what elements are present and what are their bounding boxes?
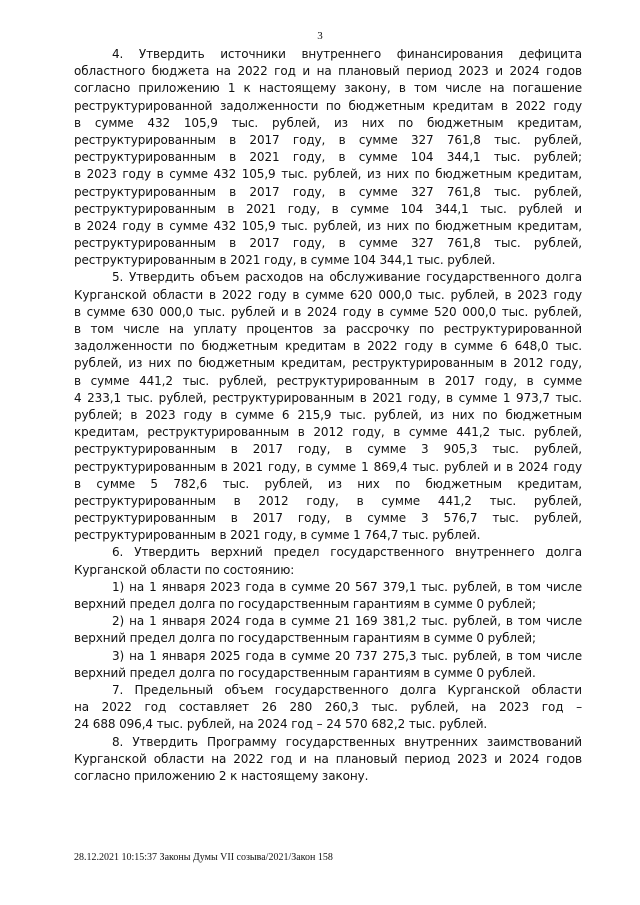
paragraph-line: в том числе на уплату процентов за рассрочку по реструктурированной: [74, 322, 582, 336]
paragraph-line: в 2023 году в сумме 432 105,9 тыс. рублей, из них по бюджетным кредитам,: [74, 167, 582, 182]
paragraph: [74, 579, 582, 613]
paragraph-line: реструктурированным в 2017 году, в сумме 327 761,8 тыс. рублей,: [74, 132, 582, 147]
paragraph-line: на 2022 год составляет 26 280 260,3 тыс. рублей, на 2023 год –: [74, 700, 582, 715]
paragraph-line: верхний предел долга по государственным гарантиям в сумме 0 рублей;: [74, 631, 536, 646]
paragraph-line: реструктурированным в 2021 году, в сумме 1 869,4 тыс. рублей и в 2024 году: [74, 459, 582, 474]
paragraph-line: кредитам, реструктурированным в 2012 году, в сумме 441,2 тыс. рублей,: [74, 425, 582, 440]
paragraph-line: 24 688 096,4 тыс. рублей, на 2024 год – 24 570 682,2 тыс. рублей.: [74, 717, 488, 732]
paragraph-line: 7. Предельный объем государственного долга Курганской области: [112, 682, 582, 697]
paragraph-line: 4. Утвердить источники внутреннего финансирования дефицита: [112, 47, 582, 61]
paragraph-line: Курганской области по состоянию:: [74, 562, 295, 577]
paragraph-line: Курганской области в 2022 году в сумме 620 000,0 тыс. рублей, в 2023 году: [74, 287, 582, 302]
paragraph-line: согласно приложению 2 к настоящему закону.: [74, 768, 369, 783]
paragraph-line: в сумме 5 782,6 тыс. рублей, из них по бюджетным кредитам,: [74, 476, 582, 491]
paragraph-line: реструктурированным в 2021 году, в сумме 104 344,1 тыс. рублей;: [74, 150, 582, 165]
paragraph-line: рублей; в 2023 году в сумме 6 215,9 тыс. рублей, из них по бюджетным: [74, 407, 582, 422]
paragraph-line: в сумме 432 105,9 тыс. рублей, из них по бюджетным кредитам,: [74, 115, 582, 130]
paragraph-line: реструктурированной задолженности по бюджетным кредитам в 2022 году: [74, 98, 582, 113]
paragraph-line: реструктурированным в 2021 году, в сумме 104 344,1 тыс. рублей и: [74, 201, 582, 216]
paragraph-line: 8. Утвердить Программу государственных внутренних заимствований: [112, 734, 582, 749]
paragraph-line: 4 233,1 тыс. рублей, реструктурированным в 2021 году, в сумме 1 973,7 тыс.: [74, 390, 582, 405]
paragraph-line: 6. Утвердить верхний предел государственного внутреннего долга: [112, 545, 582, 560]
paragraph-line: 5. Утвердить объем расходов на обслуживание государственного долга: [112, 270, 582, 285]
page-number: 3: [317, 30, 323, 42]
paragraph: [74, 734, 582, 786]
paragraph-line: в 2024 году в сумме 432 105,9 тыс. рублей, из них по бюджетным кредитам,: [74, 218, 582, 233]
document-body: [74, 46, 582, 785]
paragraph-line: 2) на 1 января 2024 года в сумме 21 169 381,2 тыс. рублей, в том числе: [112, 614, 582, 629]
paragraph-line: в сумме 441,2 тыс. рублей, реструктурированным в 2017 году, в сумме: [74, 373, 582, 388]
paragraph-line: реструктурированным в 2017 году, в сумме 3 576,7 тыс. рублей,: [74, 511, 582, 526]
paragraph: [74, 544, 582, 578]
paragraph-line: Курганской области на 2022 год и на плановый период 2023 и 2024 годов: [74, 751, 582, 766]
paragraph-line: в сумме 630 000,0 тыс. рублей и в 2024 году в сумме 520 000,0 тыс. рублей,: [74, 304, 582, 319]
paragraph-line: реструктурированным в 2021 году, в сумме 1 764,7 тыс. рублей.: [74, 528, 481, 543]
paragraph-line: областного бюджета на 2022 год и на плановый период 2023 и 2024 годов: [74, 64, 582, 79]
paragraph-line: согласно приложению 1 к настоящему закону, в том числе на погашение: [74, 81, 582, 96]
paragraph-line: реструктурированным в 2017 году, в сумме 327 761,8 тыс. рублей,: [74, 236, 582, 251]
paragraph-line: 1) на 1 января 2023 года в сумме 20 567 379,1 тыс. рублей, в том числе: [112, 579, 582, 594]
paragraph: [74, 269, 582, 544]
paragraph-line: реструктурированным в 2017 году, в сумме 3 905,3 тыс. рублей,: [74, 442, 582, 457]
paragraph: [74, 613, 582, 647]
paragraph-line: реструктурированным в 2021 году, в сумме 104 344,1 тыс. рублей.: [74, 253, 496, 268]
paragraph: [74, 46, 582, 269]
paragraph-line: рублей, из них по бюджетным кредитам, реструктурированным в 2012 году,: [74, 356, 582, 371]
paragraph-line: 3) на 1 января 2025 года в сумме 20 737 275,3 тыс. рублей, в том числе: [112, 648, 582, 663]
paragraph-line: верхний предел долга по государственным гарантиям в сумме 0 рублей;: [74, 597, 536, 611]
document-footer: 28.12.2021 10:15:37 Законы Думы VII созыва/2021/Закон 158: [74, 852, 333, 863]
paragraph: [74, 682, 582, 734]
paragraph-line: реструктурированным в 2017 году, в сумме 327 761,8 тыс. рублей,: [74, 184, 582, 199]
paragraph-line: задолженности по бюджетным кредитам в 2022 году в сумме 6 648,0 тыс.: [74, 339, 582, 354]
paragraph: [74, 648, 582, 682]
paragraph-line: верхний предел долга по государственным гарантиям в сумме 0 рублей.: [74, 665, 536, 680]
paragraph-line: реструктурированным в 2012 году, в сумме 441,2 тыс. рублей,: [74, 493, 582, 508]
